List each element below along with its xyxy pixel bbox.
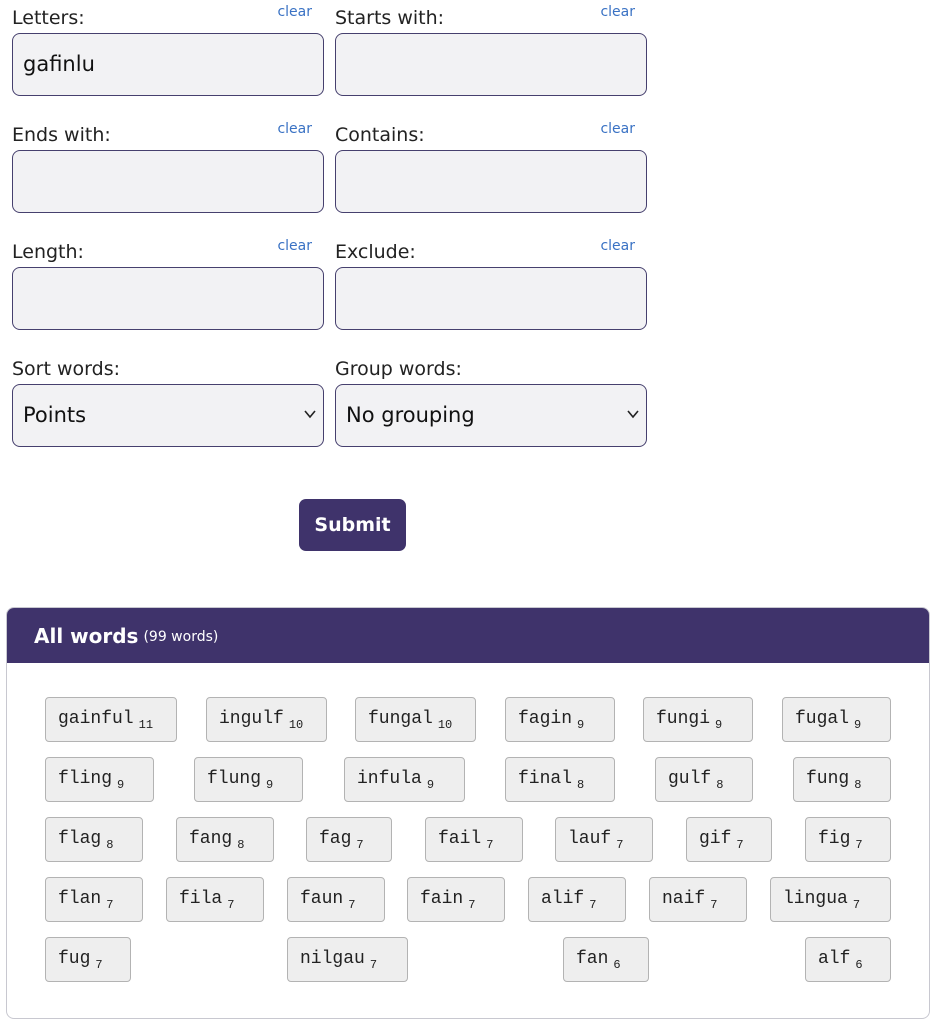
word-points: 7 (227, 898, 235, 912)
word-points: 7 (95, 958, 103, 972)
word-tile[interactable] (782, 697, 891, 742)
word-text: alf (818, 949, 851, 969)
word-points: 7 (106, 898, 114, 912)
word-points: 7 (852, 898, 861, 912)
word-points: 7 (486, 838, 494, 852)
word-tile[interactable] (45, 817, 143, 862)
word-text: alif (541, 889, 585, 909)
exclude-input[interactable] (335, 267, 647, 330)
word-text: flan (58, 889, 102, 909)
word-text: fang (189, 829, 233, 849)
word-tile[interactable] (649, 877, 747, 922)
word-tile[interactable] (425, 817, 523, 862)
word-points: 10 (288, 718, 304, 732)
exclude-label: Exclude: (335, 241, 416, 263)
word-tile[interactable] (793, 757, 891, 802)
starts-with-label: Starts with: (335, 7, 445, 29)
results-count: (99 words) (143, 629, 219, 645)
word-tile[interactable] (206, 697, 327, 742)
group-selected-value: No grouping (346, 403, 475, 427)
word-text: lingua (783, 889, 848, 909)
word-tile[interactable] (166, 877, 264, 922)
word-text: ingulf (219, 709, 284, 729)
word-points: 6 (855, 958, 863, 972)
word-tile[interactable] (355, 697, 476, 742)
word-points: 8 (716, 778, 724, 792)
word-points: 7 (356, 838, 364, 852)
chevron-down-icon (626, 407, 640, 421)
word-points: 7 (348, 898, 356, 912)
word-tile[interactable] (655, 757, 753, 802)
word-text: fung (806, 769, 850, 789)
letters-label: Letters: (12, 7, 85, 29)
group-label: Group words: (335, 358, 462, 380)
results-title: All words (34, 623, 139, 648)
word-tile[interactable] (176, 817, 274, 862)
word-points: 7 (468, 898, 476, 912)
word-text: fungal (368, 709, 433, 729)
contains-input[interactable] (335, 150, 647, 213)
word-tile[interactable] (563, 937, 649, 982)
word-tile[interactable] (528, 877, 626, 922)
word-points: 7 (616, 838, 624, 852)
chevron-down-icon (303, 407, 317, 421)
word-points: 7 (710, 898, 718, 912)
starts-with-input[interactable] (335, 33, 647, 96)
word-tile[interactable] (505, 697, 615, 742)
ends-with-input[interactable] (12, 150, 324, 213)
length-label: Length: (12, 241, 84, 263)
word-tile[interactable] (45, 697, 177, 742)
word-points: 9 (577, 718, 585, 732)
word-text: final (518, 769, 573, 789)
word-text: fila (179, 889, 223, 909)
word-text: fugal (795, 709, 850, 729)
word-points: 10 (437, 718, 453, 732)
word-points: 7 (855, 838, 863, 852)
starts-with-clear-link[interactable]: clear (600, 4, 635, 20)
length-clear-link[interactable]: clear (277, 238, 312, 254)
word-tile[interactable] (643, 697, 753, 742)
length-input[interactable] (12, 267, 324, 330)
word-points: 7 (589, 898, 597, 912)
contains-label: Contains: (335, 124, 425, 146)
word-text: gulf (668, 769, 712, 789)
word-text: fug (58, 949, 91, 969)
word-text: fagin (518, 709, 573, 729)
word-tile[interactable] (686, 817, 772, 862)
word-points: 8 (106, 838, 114, 852)
word-tile[interactable] (287, 937, 408, 982)
letters-clear-link[interactable]: clear (277, 4, 312, 20)
word-points: 7 (369, 958, 378, 972)
word-text: fan (576, 949, 609, 969)
word-text: fain (420, 889, 464, 909)
word-text: flung (207, 769, 262, 789)
exclude-clear-link[interactable]: clear (600, 238, 635, 254)
word-tile[interactable] (344, 757, 465, 802)
word-tile[interactable] (805, 937, 891, 982)
word-tile[interactable] (287, 877, 385, 922)
word-tile[interactable] (194, 757, 303, 802)
word-text: nilgau (300, 949, 365, 969)
word-points: 8 (237, 838, 245, 852)
submit-button[interactable]: Submit (299, 499, 406, 551)
word-tile[interactable] (805, 817, 891, 862)
word-text: flag (58, 829, 102, 849)
word-tile[interactable] (770, 877, 891, 922)
word-tile[interactable] (45, 937, 131, 982)
word-points: 7 (736, 838, 744, 852)
word-tile[interactable] (306, 817, 392, 862)
word-text: fungi (656, 709, 711, 729)
word-text: fling (58, 769, 113, 789)
word-points: 11 (138, 718, 154, 732)
word-text: lauf (568, 829, 612, 849)
word-points: 9 (266, 778, 274, 792)
word-text: faun (300, 889, 344, 909)
word-text: fag (319, 829, 352, 849)
letters-input[interactable]: gafinlu (12, 33, 324, 96)
word-text: fig (818, 829, 851, 849)
sort-selected-value: Points (23, 403, 87, 427)
word-points: 8 (577, 778, 585, 792)
results-panel (6, 607, 930, 1019)
word-text: naif (662, 889, 706, 909)
word-points: 9 (854, 718, 862, 732)
word-points: 9 (715, 718, 723, 732)
word-tile[interactable] (555, 817, 653, 862)
word-text: gainful (58, 709, 134, 729)
word-tile[interactable] (505, 757, 615, 802)
ends-with-clear-link[interactable]: clear (277, 121, 312, 137)
word-points: 6 (613, 958, 621, 972)
word-tile[interactable] (45, 877, 143, 922)
sort-select[interactable] (12, 384, 324, 447)
word-points: 9 (426, 778, 435, 792)
word-tile[interactable] (45, 757, 154, 802)
word-text: infula (357, 769, 422, 789)
contains-clear-link[interactable]: clear (600, 121, 635, 137)
word-points: 8 (854, 778, 862, 792)
word-text: fail (438, 829, 482, 849)
word-tile[interactable] (407, 877, 505, 922)
word-text: gif (699, 829, 732, 849)
word-points: 9 (117, 778, 125, 792)
sort-label: Sort words: (12, 358, 120, 380)
group-select[interactable] (335, 384, 647, 447)
results-header (7, 608, 929, 663)
ends-with-label: Ends with: (12, 124, 111, 146)
